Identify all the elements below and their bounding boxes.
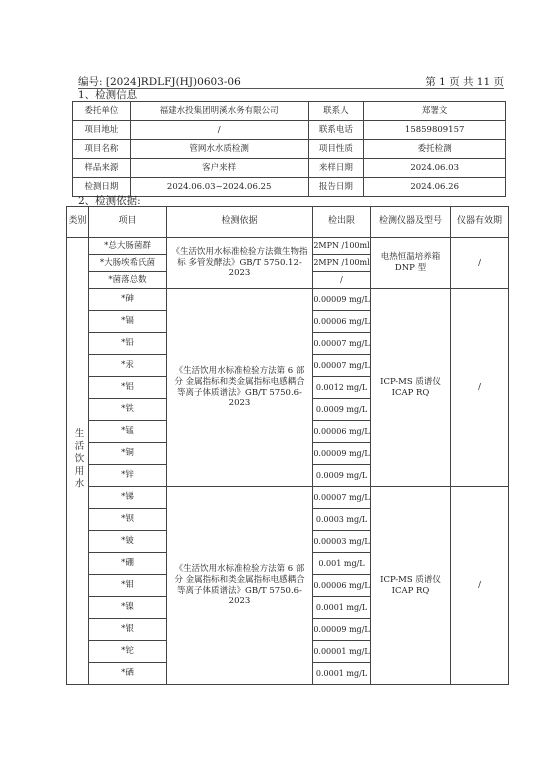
info-label: 检测日期 <box>73 178 131 197</box>
limit-cell: 0.001 mg/L <box>313 553 371 575</box>
limit-cell: / <box>313 272 371 289</box>
limit-cell: 0.00003 mg/L <box>313 531 371 553</box>
info-value: 2024.06.26 <box>364 178 506 197</box>
limit-cell: 0.0003 mg/L <box>313 509 371 531</box>
limit-cell: 0.0012 mg/L <box>313 377 371 399</box>
instrument-cell: 电热恒温培养箱 DNP 型 <box>371 238 451 289</box>
item-name: *锑 <box>89 487 167 509</box>
basis-table <box>66 206 509 685</box>
info-row <box>73 159 506 178</box>
info-label: 联系人 <box>308 102 364 121</box>
header-limit: 检出限 <box>313 207 371 238</box>
limit-cell: 0.00006 mg/L <box>313 575 371 597</box>
section2-title: 2、检测依据: <box>78 195 141 207</box>
basis-cell: 《生活饮用水标准检验方法第 6 部分 金属指标和类金属指标电感耦合等离子体质谱法》GB/T 5750.6-2023 <box>167 289 313 487</box>
info-value: 2024.06.03~2024.06.25 <box>130 178 308 197</box>
table-row <box>67 487 509 509</box>
limit-cell: 2MPN /100ml <box>313 255 371 272</box>
header-category: 类别 <box>67 207 89 238</box>
header-validity: 仪器有效期 <box>451 207 509 238</box>
item-name: *硼 <box>89 553 167 575</box>
item-name: *锌 <box>89 465 167 487</box>
validity-cell: / <box>451 238 509 289</box>
info-label: 委托单位 <box>73 102 131 121</box>
limit-cell: 2MPN /100ml <box>313 238 371 255</box>
item-name: *菌落总数 <box>89 272 167 289</box>
info-label: 来样日期 <box>308 159 364 178</box>
info-value: 2024.06.03 <box>364 159 506 178</box>
item-name: *大肠埃希氏菌 <box>89 255 167 272</box>
limit-cell: 0.0001 mg/L <box>313 597 371 619</box>
table-row <box>67 289 509 311</box>
limit-cell: 0.00007 mg/L <box>313 355 371 377</box>
item-name: *银 <box>89 619 167 641</box>
item-name: *铜 <box>89 443 167 465</box>
info-label: 项目地址 <box>73 121 131 140</box>
item-name: *铊 <box>89 641 167 663</box>
category-cell <box>67 238 89 685</box>
section1-title: 1、检测信息 <box>78 89 138 101</box>
table-row <box>67 238 509 255</box>
item-name: *硒 <box>89 663 167 685</box>
info-label: 项目性质 <box>308 140 364 159</box>
header-basis: 检测依据 <box>167 207 313 238</box>
item-name: *钡 <box>89 509 167 531</box>
info-label: 样品来源 <box>73 159 131 178</box>
info-value: 客户来样 <box>130 159 308 178</box>
item-name: *砷 <box>89 289 167 311</box>
item-name: *铅 <box>89 333 167 355</box>
info-row <box>73 121 506 140</box>
info-value: 委托检测 <box>364 140 506 159</box>
limit-cell: 0.0001 mg/L <box>313 663 371 685</box>
info-value: 郑署文 <box>364 102 506 121</box>
item-name: *钼 <box>89 575 167 597</box>
report-number: 编号: [2024]RDLFJ(HJ)0603-06 <box>78 76 241 88</box>
item-name: *铁 <box>89 399 167 421</box>
item-name: *镍 <box>89 597 167 619</box>
instrument-cell: ICP-MS 质谱仪 ICAP RQ <box>371 289 451 487</box>
page-indicator: 第 1 页 共 11 页 <box>425 76 504 88</box>
basis-cell: 《生活饮用水标准检验方法微生物指标 多管发酵法》GB/T 5750.12-2023 <box>167 238 313 289</box>
info-value: 管网水水质检测 <box>130 140 308 159</box>
info-value: 福建水投集团明溪水务有限公司 <box>130 102 308 121</box>
instrument-cell: ICP-MS 质谱仪 ICAP RQ <box>371 487 451 685</box>
header-item: 项目 <box>89 207 167 238</box>
info-value: 15859809157 <box>364 121 506 140</box>
limit-cell: 0.00009 mg/L <box>313 443 371 465</box>
info-row <box>73 102 506 121</box>
info-value: / <box>130 121 308 140</box>
report-header <box>78 74 504 89</box>
info-label: 联系电话 <box>308 121 364 140</box>
table-header-row <box>67 207 509 238</box>
validity-cell: / <box>451 487 509 685</box>
limit-cell: 0.00001 mg/L <box>313 641 371 663</box>
validity-cell: / <box>451 289 509 487</box>
limit-cell: 0.0009 mg/L <box>313 399 371 421</box>
item-name: *镉 <box>89 311 167 333</box>
info-table <box>72 101 506 197</box>
info-label: 报告日期 <box>308 178 364 197</box>
info-label: 项目名称 <box>73 140 131 159</box>
basis-cell: 《生活饮用水标准检验方法第 6 部分 金属指标和类金属指标电感耦合等离子体质谱法》GB/T 5750.6-2023 <box>167 487 313 685</box>
info-row <box>73 140 506 159</box>
limit-cell: 0.00009 mg/L <box>313 289 371 311</box>
item-name: *铝 <box>89 377 167 399</box>
limit-cell: 0.00007 mg/L <box>313 333 371 355</box>
item-name: *锰 <box>89 421 167 443</box>
limit-cell: 0.00006 mg/L <box>313 311 371 333</box>
category-label: 生活饮用水 <box>72 427 84 491</box>
limit-cell: 0.0009 mg/L <box>313 465 371 487</box>
limit-cell: 0.00007 mg/L <box>313 487 371 509</box>
item-name: *总大肠菌群 <box>89 238 167 255</box>
header-instrument: 检测仪器及型号 <box>371 207 451 238</box>
limit-cell: 0.00009 mg/L <box>313 619 371 641</box>
limit-cell: 0.00006 mg/L <box>313 421 371 443</box>
item-name: *铍 <box>89 531 167 553</box>
item-name: *汞 <box>89 355 167 377</box>
